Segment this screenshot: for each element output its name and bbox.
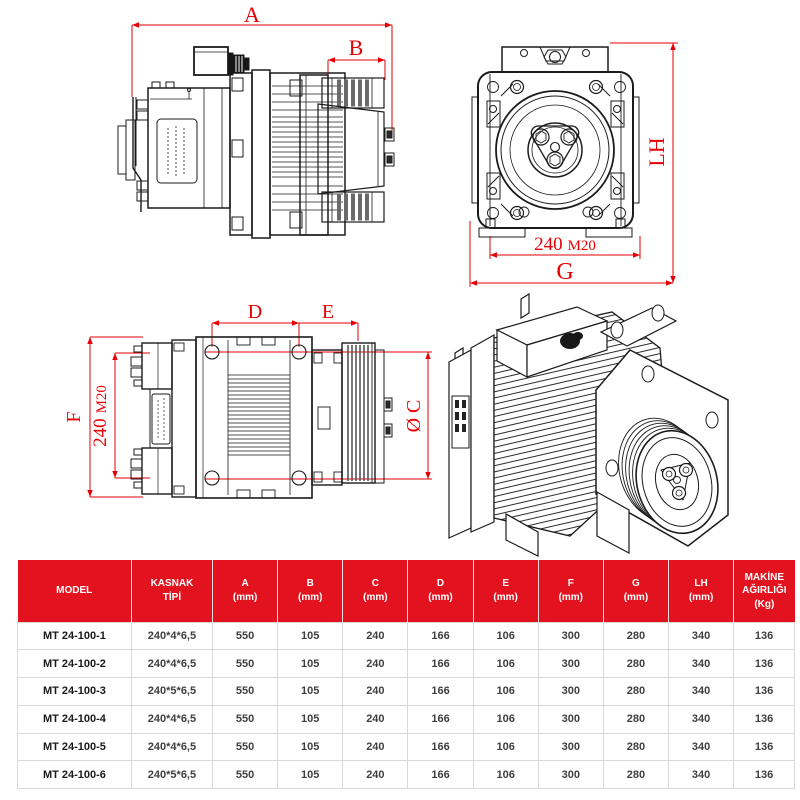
cell: 280 [603, 733, 668, 761]
dim-label-b: B [348, 35, 364, 60]
cell: 340 [669, 761, 734, 789]
cell-model: MT 24-100-6 [18, 761, 132, 789]
cell: 240*4*6,5 [131, 705, 212, 733]
cell: 240*5*6,5 [131, 761, 212, 789]
cell: 166 [408, 761, 473, 789]
cell: 106 [473, 650, 538, 678]
cell: 240*4*6,5 [131, 622, 212, 650]
isometric-view-drawing [440, 292, 770, 560]
cell: 240*4*6,5 [131, 733, 212, 761]
cell: 550 [213, 622, 278, 650]
cell-model: MT 24-100-3 [18, 678, 132, 706]
cell: 300 [538, 650, 603, 678]
table-row [18, 678, 795, 706]
cell: 106 [473, 622, 538, 650]
cell: 280 [603, 761, 668, 789]
cell: 106 [473, 733, 538, 761]
table-row [18, 705, 795, 733]
cell: 550 [213, 678, 278, 706]
cell: 280 [603, 622, 668, 650]
cell: 136 [734, 622, 795, 650]
cell-model: MT 24-100-2 [18, 650, 132, 678]
col-header-b: B (mm) [278, 560, 343, 622]
dim-label-a: A [244, 2, 260, 27]
cell: 166 [408, 733, 473, 761]
col-header-e: E (mm) [473, 560, 538, 622]
cell: 300 [538, 678, 603, 706]
cell: 136 [734, 733, 795, 761]
side-view-drawing [90, 0, 435, 260]
side-view-lineart [118, 47, 394, 238]
cell: 550 [213, 650, 278, 678]
cell: 240 [343, 733, 408, 761]
col-header-g: G (mm) [603, 560, 668, 622]
cell: 340 [669, 705, 734, 733]
cell: 240 [343, 650, 408, 678]
cell: 106 [473, 678, 538, 706]
col-header-lh: LH (mm) [669, 560, 734, 622]
cell: 166 [408, 650, 473, 678]
cell: 166 [408, 622, 473, 650]
cell: 340 [669, 733, 734, 761]
cell: 105 [278, 733, 343, 761]
cell: 105 [278, 650, 343, 678]
top-view-drawing [50, 290, 440, 550]
cell: 136 [734, 705, 795, 733]
col-header-d: D (mm) [408, 560, 473, 622]
cell: 280 [603, 705, 668, 733]
cell: 300 [538, 761, 603, 789]
dim-label-oc: Ø C [403, 399, 425, 433]
cell: 105 [278, 622, 343, 650]
spec-table [17, 560, 795, 789]
col-header-kasnak-tipi: KASNAK TİPİ [131, 560, 212, 622]
table-row [18, 650, 795, 678]
cell: 340 [669, 650, 734, 678]
cell: 340 [669, 622, 734, 650]
cell: 550 [213, 761, 278, 789]
cell: 300 [538, 705, 603, 733]
cell: 550 [213, 705, 278, 733]
cell: 340 [669, 678, 734, 706]
cell: 106 [473, 761, 538, 789]
cell: 240*4*6,5 [131, 650, 212, 678]
front-view-drawing [435, 5, 745, 295]
cell: 300 [538, 622, 603, 650]
col-header-a: A (mm) [213, 560, 278, 622]
cell: 106 [473, 705, 538, 733]
cell: 166 [408, 678, 473, 706]
table-row [18, 622, 795, 650]
cell: 240 [343, 705, 408, 733]
col-header-model: MODEL [18, 560, 132, 622]
cell: 105 [278, 761, 343, 789]
front-view-lineart [472, 47, 639, 237]
cell: 300 [538, 733, 603, 761]
cell: 240 [343, 761, 408, 789]
cell: 240*5*6,5 [131, 678, 212, 706]
cell: 105 [278, 705, 343, 733]
dim-label-lh: LH [644, 137, 669, 167]
dim-label-g: G [556, 259, 574, 285]
col-header-f: F (mm) [538, 560, 603, 622]
dim-label-d: D [247, 301, 263, 323]
dim-label-240-m20-top: 240M20 [90, 385, 111, 447]
cell: 240 [343, 678, 408, 706]
top-view-lineart [131, 337, 392, 498]
col-header-c: C (mm) [343, 560, 408, 622]
table-row [18, 733, 795, 761]
cell: 240 [343, 622, 408, 650]
cell: 105 [278, 678, 343, 706]
dim-label-f: F [63, 411, 85, 423]
cell: 280 [603, 650, 668, 678]
dim-label-240-m20-front: 240 M20 [534, 234, 596, 255]
cell: 136 [734, 761, 795, 789]
iso-view-lineart [449, 294, 729, 556]
cell: 550 [213, 733, 278, 761]
cell: 280 [603, 678, 668, 706]
cell-model: MT 24-100-4 [18, 705, 132, 733]
col-header-makine-agirligi: MAKİNE AĞIRLIĞI (Kg) [734, 560, 795, 622]
cell-model: MT 24-100-1 [18, 622, 132, 650]
cell: 136 [734, 678, 795, 706]
table-row [18, 761, 795, 789]
cell-model: MT 24-100-5 [18, 733, 132, 761]
dim-label-e: E [321, 301, 335, 323]
cell: 136 [734, 650, 795, 678]
cell: 166 [408, 705, 473, 733]
spec-table-header [18, 560, 795, 622]
